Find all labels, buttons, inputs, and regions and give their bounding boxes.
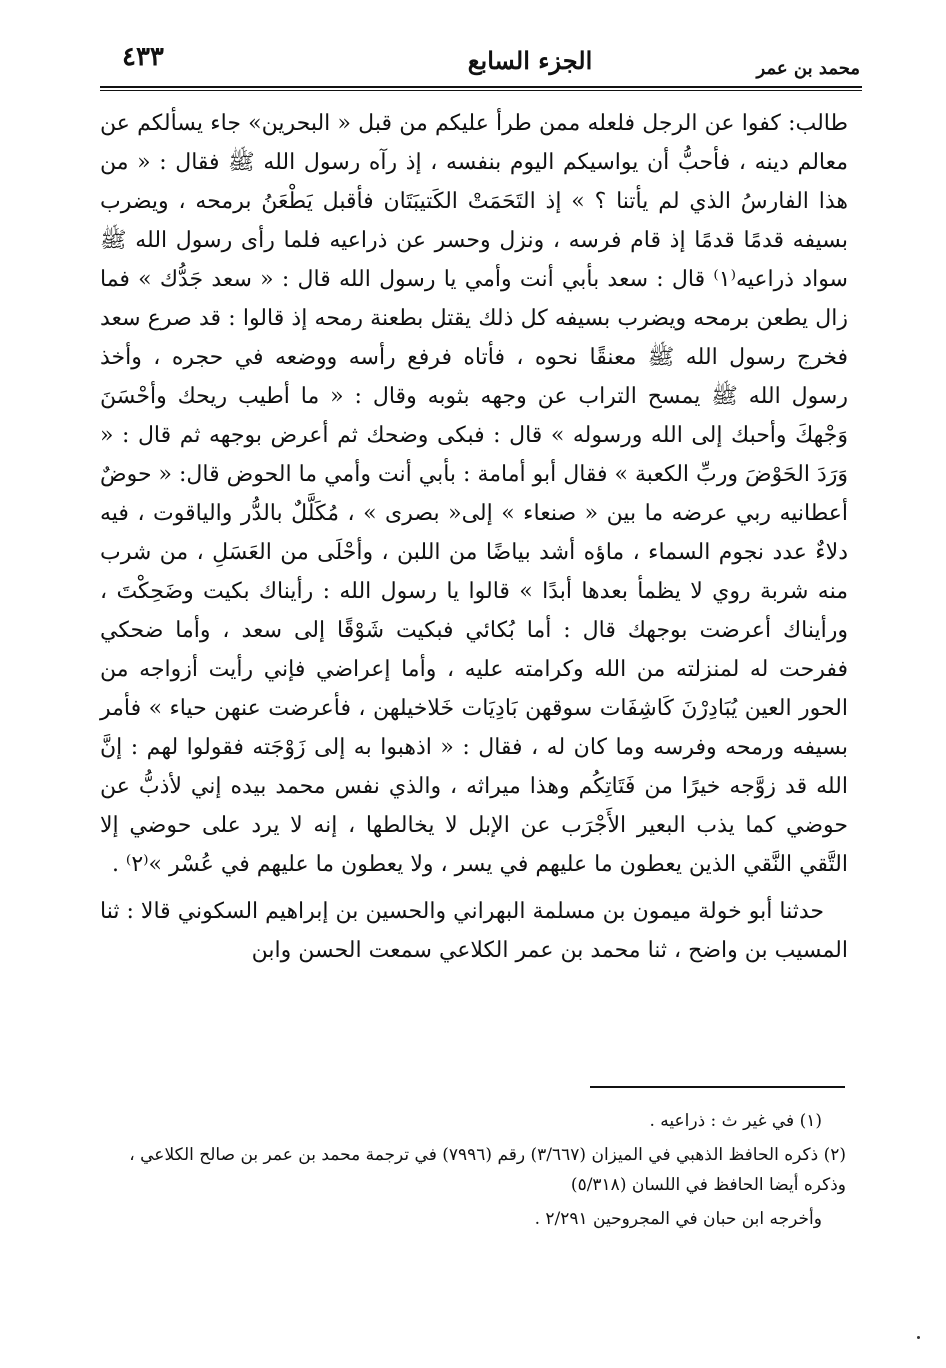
footnote-3: وأخرجه ابن حبان في المجروحين ٢/٢٩١ . <box>534 1209 822 1229</box>
section-author: محمد بن عمر <box>756 58 860 79</box>
page-number: ٤٣٣ <box>122 42 164 72</box>
paragraph-isnad: حدثنا أبو خولة ميمون بن مسلمة البهراني والحسين بن إبراهيم السكوني قالا : ثنا المسيب بن واضح ، ثنا محمد بن عمر الكلاعي سمعت الحسن وابن <box>100 899 848 963</box>
footnote-1: (١) في غير ث : ذراعيه . <box>649 1111 822 1131</box>
footnote-separator <box>590 1086 845 1088</box>
footnotes <box>100 1106 846 1238</box>
paragraph-narration: طالب: كفوا عن الرجل فلعله ممن طرأ عليكم من قبل « البحرين» جاء يسألكم عن معالم دينه ، فأحبُّ أن يواسيكم اليوم بنفسه ، إذ رآه رسول الله ﷺ فقال : « من هذا الفارسُ الذي لم يأتنا ؟ » إذ التَحَمَتْ الكَتيبَتَان فأقبل يَطْعَنُ برمحه ، ويضرب بسيفه قدمًا قدمًا إذ قام فرسه ، ونزل وحسر عن ذراعيه فلما رأى رسول الله ﷺ سواد ذراعيه⁽١⁾ قال : سعد بأبي أنت وأمي يا رسول الله قال : « سعد جَدُّك » فما زال يطعن برمحه ويضرب بسيفه كل ذلك يقتل بطعنة رمحه إذ قالوا : قد صرع سعد فخرج رسول الله ﷺ معنقًا نحوه ، فأتاه فرفع رأسه ووضعه في حجره ، وأخذ رسول الله ﷺ يمسح التراب عن وجهه بثوبه وقال : « ما أطيب ريحك وأحْسَنَ وَجْهكَ وأحبك إلى الله ورسوله » قال : فبكى وضحك ثم أعرض بوجهه ثم قال : « وَرَدَ الحَوْضَ وربِّ الكعبة » فقال أبو أمامة : بأبي أنت وأمي ما الحوض قال: « حوضٌ أعطانيه ربي عرضه ما بين « صنعاء » إلى« بصرى » ، مُكَلَّلٌ بالدُّر والياقوت ، فيه دلاءٌ عدد نجوم السماء ، ماؤه أشد بياضًا من اللبن ، وأحْلَى من العَسَلِ ، من شرب منه شربة روي لا يظمأ بعدها أبدًا » قالوا يا رسول الله : رأيناك بكيت وضَحِكْتَ ، ورأيناك أعرضت بوجهك قال : أما بُكائي فبكيت شَوْقًا إلى سعد ، وأما ضحكي ففرحت له لمنزلته من الله وكرامته عليه ، وأما إعراضي فإني رأيت أزواجه من الحور العين يُبَادِرْنَ كَاشِفَات سوقهن بَادِيَات خَلاخيلهن ، فأعرضت عنهن حياء » فأمر بسيفه ورمحه وفرسه وما كان له ، فقال : « اذهبوا به إلى زَوْجَته فقولوا لهم : إنَّ الله قد زوَّجه خيرًا من فَتَاتِكُم وهذا ميراثه ، والذي نفس محمد بيده إني لأذبُّ عن حوضي كما يذب البعير الأَجْرَب عن الإبل لا يخالطها ، إنه لا يرد على حوضي إلا التَّقي النَّقي الذين يعطون ما عليهم في يسر ، ولا يعطون ما عليهم في عُسْر »⁽٢⁾ . <box>100 111 848 877</box>
main-text <box>100 104 848 970</box>
volume-title: الجزء السابع <box>467 46 593 75</box>
running-header <box>100 38 860 84</box>
page-speck <box>917 1336 920 1339</box>
header-rule <box>100 86 862 88</box>
header-rule-thin <box>100 90 862 91</box>
footnote-2: (٢) ذكره الحافظ الذهبي في الميزان (٣/٦٦٧) رقم (٧٩٩٦) في ترجمة محمد بن عمر بن صالح الكلاعي ، وذكره أيضا الحافظ في اللسان (٥/٣١٨) <box>129 1145 846 1195</box>
